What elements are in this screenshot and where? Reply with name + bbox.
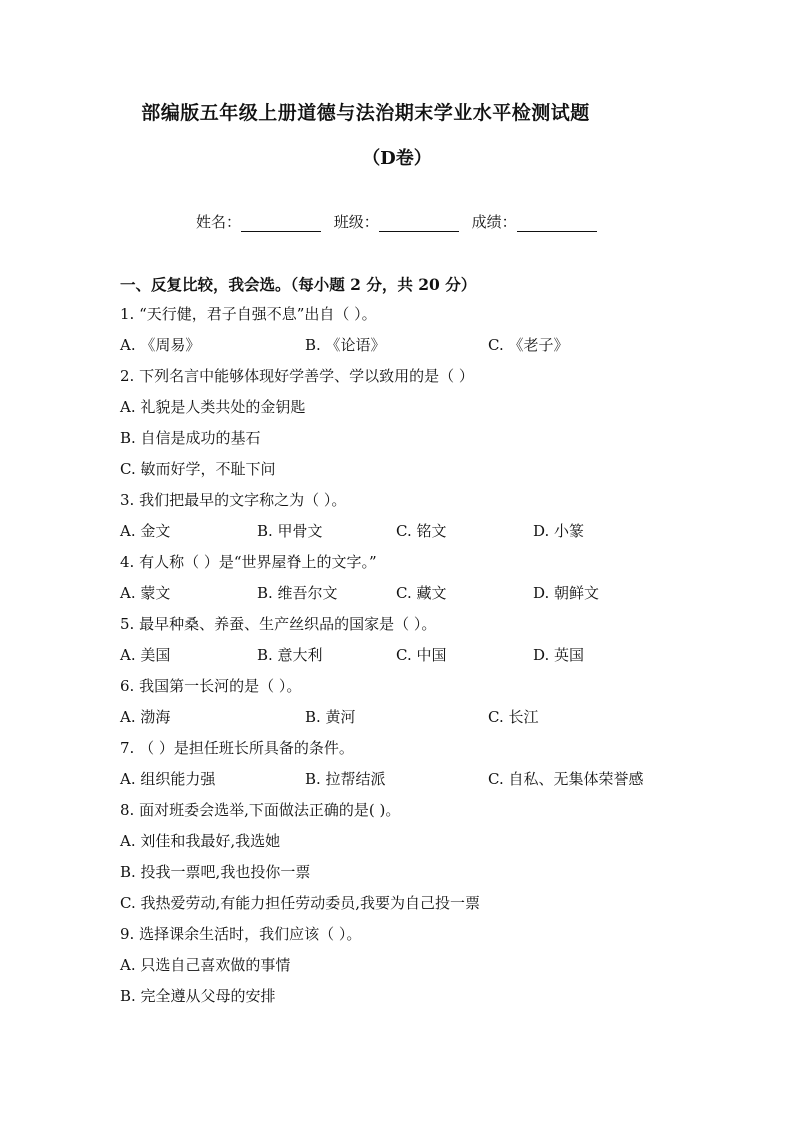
option-a: A. 组织能力强 (120, 770, 216, 788)
name-label: 姓名： (196, 213, 242, 231)
option-c: C. 长江 (488, 708, 539, 726)
option-a: A. 美国 (120, 646, 171, 664)
option-b: B. 《论语》 (305, 336, 386, 354)
score-blank[interactable] (517, 215, 597, 232)
option-c: C. 铭文 (396, 522, 447, 540)
option-c: C. 我热爱劳动,有能力担任劳动委员,我要为自己投一票 (120, 894, 481, 912)
option-c: C. 自私、无集体荣誉感 (488, 770, 644, 788)
option-a: A. 礼貌是人类共处的金钥匙 (120, 398, 306, 416)
option-b: B. 完全遵从父母的安排 (120, 987, 276, 1005)
question-stem: 2. 下列名言中能够体现好学善学、学以致用的是（ ） (120, 367, 474, 385)
name-blank[interactable] (241, 215, 321, 232)
score-label: 成绩： (471, 213, 517, 231)
option-b: B. 投我一票吧,我也投你一票 (120, 863, 311, 881)
question-stem: 9. 选择课余生活时，我们应该（ ）。 (120, 925, 362, 943)
option-a: A. 金文 (120, 522, 171, 540)
option-c: C. 中国 (396, 646, 447, 664)
question-stem: 7. （ ）是担任班长所具备的条件。 (120, 739, 354, 757)
question-stem: 5. 最早种桑、养蚕、生产丝织品的国家是（ ）。 (120, 615, 437, 633)
section-heading: 一、反复比较，我会选。（每小题 2 分，共 20 分） (120, 275, 477, 294)
question-stem: 1. “天行健，君子自强不息”出自（ ）。 (120, 305, 377, 323)
option-c: C. 敏而好学，不耻下问 (120, 460, 276, 478)
option-b: B. 黄河 (305, 708, 356, 726)
option-b: B. 自信是成功的基石 (120, 429, 261, 447)
option-d: D. 小篆 (533, 522, 585, 540)
option-a: A. 蒙文 (120, 584, 171, 602)
option-b: B. 意大利 (257, 646, 323, 664)
option-d: D. 朝鲜文 (533, 584, 600, 602)
option-d: D. 英国 (533, 646, 585, 664)
question-stem: 3. 我们把最早的文字称之为（ ）。 (120, 491, 347, 509)
option-c: C. 《老子》 (488, 336, 569, 354)
question-stem: 8. 面对班委会选举,下面做法正确的是( )。 (120, 801, 401, 819)
question-stem: 6. 我国第一长河的是（ ）。 (120, 677, 302, 695)
option-a: A. 只选自己喜欢做的事情 (120, 956, 291, 974)
class-label: 班级： (333, 213, 379, 231)
student-info-line (196, 211, 605, 232)
paper-version: （D卷） (362, 148, 432, 169)
option-b: B. 甲骨文 (257, 522, 323, 540)
option-b: B. 拉帮结派 (305, 770, 386, 788)
option-a: A. 渤海 (120, 708, 171, 726)
page-title: 部编版五年级上册道德与法治期末学业水平检测试题 (141, 102, 590, 124)
option-a: A. 刘佳和我最好,我选她 (120, 832, 281, 850)
option-c: C. 藏文 (396, 584, 447, 602)
question-stem: 4. 有人称（ ）是“世界屋脊上的文字。” (120, 553, 377, 571)
option-a: A. 《周易》 (120, 336, 201, 354)
class-blank[interactable] (379, 215, 459, 232)
option-b: B. 维吾尔文 (257, 584, 338, 602)
